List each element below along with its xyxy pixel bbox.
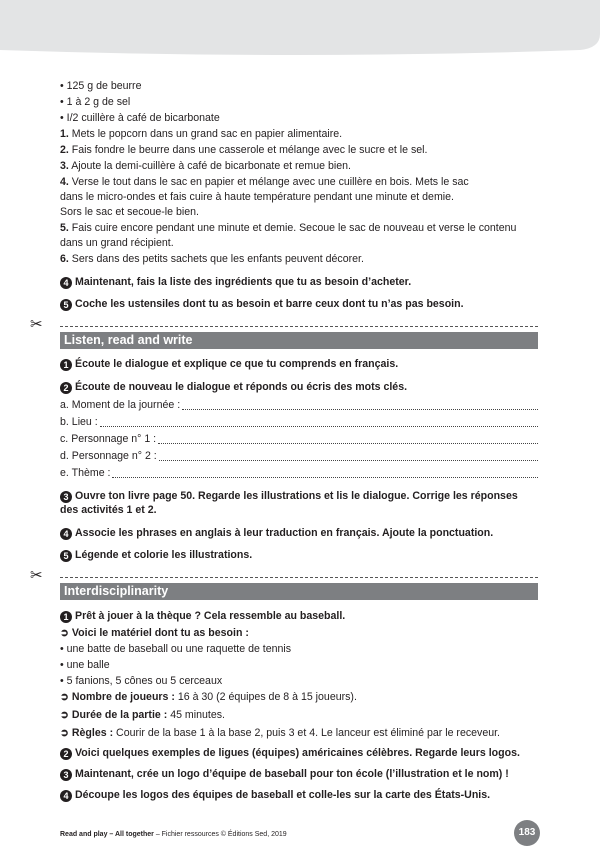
footer-credit: Read and play – All together – Fichier ressources © Éditions Sed, 2019 xyxy=(60,831,287,838)
material-item: • 5 fanions, 5 cônes ou 5 cerceaux xyxy=(60,675,223,687)
material-item: • une balle xyxy=(60,659,110,671)
recipe-step: 2. Fais fondre le beurre dans une casserole et mélange avec le sucre et le sel. xyxy=(60,144,428,156)
number-badge: 5 xyxy=(60,550,72,562)
ingredient-item: • 1 à 2 g de sel xyxy=(60,96,131,108)
section-header-interdisciplinarity: Interdisciplinarity xyxy=(60,583,538,600)
arrow-icon: ➲ xyxy=(60,709,69,721)
top-band xyxy=(0,0,600,56)
arrow-item: ➲ Voici le matériel dont tu as besoin : xyxy=(60,627,249,639)
ingredient-item: • 125 g de beurre xyxy=(60,80,142,92)
recipe-step-continued: dans un grand récipient. xyxy=(60,237,174,249)
arrow-icon: ➲ xyxy=(60,727,69,739)
task-item: 1 Prêt à jouer à la thèque ? Cela ressemble au baseball. xyxy=(60,609,345,623)
scissors-icon: ✂ xyxy=(30,316,43,333)
recipe-step-continued: dans le micro-ondes et fais cuire à haute température pendant une minute et demie. xyxy=(60,191,454,203)
ingredient-item: • I/2 cuillère à café de bicarbonate xyxy=(60,112,220,124)
number-badge: 4 xyxy=(60,277,72,289)
number-badge: 3 xyxy=(60,769,72,781)
answer-field[interactable]: d. Personnage n° 2 : xyxy=(60,449,538,463)
number-badge: 3 xyxy=(60,491,72,503)
task-item: 2 Voici quelques exemples de ligues (équipes) américaines célèbres. Regarde leurs logos. xyxy=(60,746,520,760)
task-item: 3 Ouvre ton livre page 50. Regarde les illustrations et lis le dialogue. Corrige les réponses xyxy=(60,489,518,503)
arrow-item: ➲ Nombre de joueurs : 16 à 30 (2 équipes de 8 à 15 joueurs). xyxy=(60,691,357,703)
task-item: 5 Coche les ustensiles dont tu as besoin et barre ceux dont tu n’as pas besoin. xyxy=(60,297,464,311)
cut-line xyxy=(60,326,538,327)
cut-line xyxy=(60,577,538,578)
task-item: 3 Maintenant, crée un logo d’équipe de baseball pour ton école (l’illustration et le nom) ! xyxy=(60,767,509,781)
number-badge: 4 xyxy=(60,528,72,540)
scissors-icon: ✂ xyxy=(30,567,43,584)
recipe-step-continued: Sors le sac et secoue-le bien. xyxy=(60,206,199,218)
task-item: 5 Légende et colorie les illustrations. xyxy=(60,548,252,562)
arrow-item: ➲ Règles : Courir de la base 1 à la base 2, puis 3 et 4. Le lanceur est éliminé par le receveur. xyxy=(60,727,501,739)
task-item: 4 Associe les phrases en anglais à leur traduction en français. Ajoute la ponctuation. xyxy=(60,526,493,540)
page-number: 183 xyxy=(514,820,540,846)
material-item: • une batte de baseball ou une raquette de tennis xyxy=(60,643,292,655)
recipe-step: 5. Fais cuire encore pendant une minute et demie. Secoue le sac de nouveau et verse le contenu xyxy=(60,222,517,234)
answer-field[interactable]: b. Lieu : xyxy=(60,415,538,429)
arrow-icon: ➲ xyxy=(60,691,69,703)
number-badge: 2 xyxy=(60,382,72,394)
recipe-step: 1. Mets le popcorn dans un grand sac en papier alimentaire. xyxy=(60,128,343,140)
number-badge: 1 xyxy=(60,359,72,371)
task-item: 4 Découpe les logos des équipes de baseball et colle-les sur la carte des États-Unis. xyxy=(60,788,490,802)
answer-field[interactable]: e. Thème : xyxy=(60,466,538,480)
number-badge: 5 xyxy=(60,299,72,311)
task-item-continued: des activités 1 et 2. xyxy=(60,504,157,516)
task-item: 4 Maintenant, fais la liste des ingrédients que tu as besoin d’acheter. xyxy=(60,275,411,289)
number-badge: 1 xyxy=(60,611,72,623)
arrow-icon: ➲ xyxy=(60,627,69,639)
task-item: 2 Écoute de nouveau le dialogue et réponds ou écris des mots clés. xyxy=(60,380,407,394)
answer-field[interactable]: c. Personnage n° 1 : xyxy=(60,432,538,446)
answer-field[interactable]: a. Moment de la journée : xyxy=(60,398,538,412)
arrow-item: ➲ Durée de la partie : 45 minutes. xyxy=(60,709,225,721)
recipe-step: 6. Sers dans des petits sachets que les enfants peuvent décorer. xyxy=(60,253,364,265)
recipe-step: 3. Ajoute la demi-cuillère à café de bicarbonate et remue bien. xyxy=(60,160,351,172)
number-badge: 2 xyxy=(60,748,72,760)
number-badge: 4 xyxy=(60,790,72,802)
section-header-listen: Listen, read and write xyxy=(60,332,538,349)
task-item: 1 Écoute le dialogue et explique ce que tu comprends en français. xyxy=(60,357,398,371)
recipe-step: 4. Verse le tout dans le sac en papier et mélange avec une cuillère en bois. Mets le sac xyxy=(60,176,469,188)
